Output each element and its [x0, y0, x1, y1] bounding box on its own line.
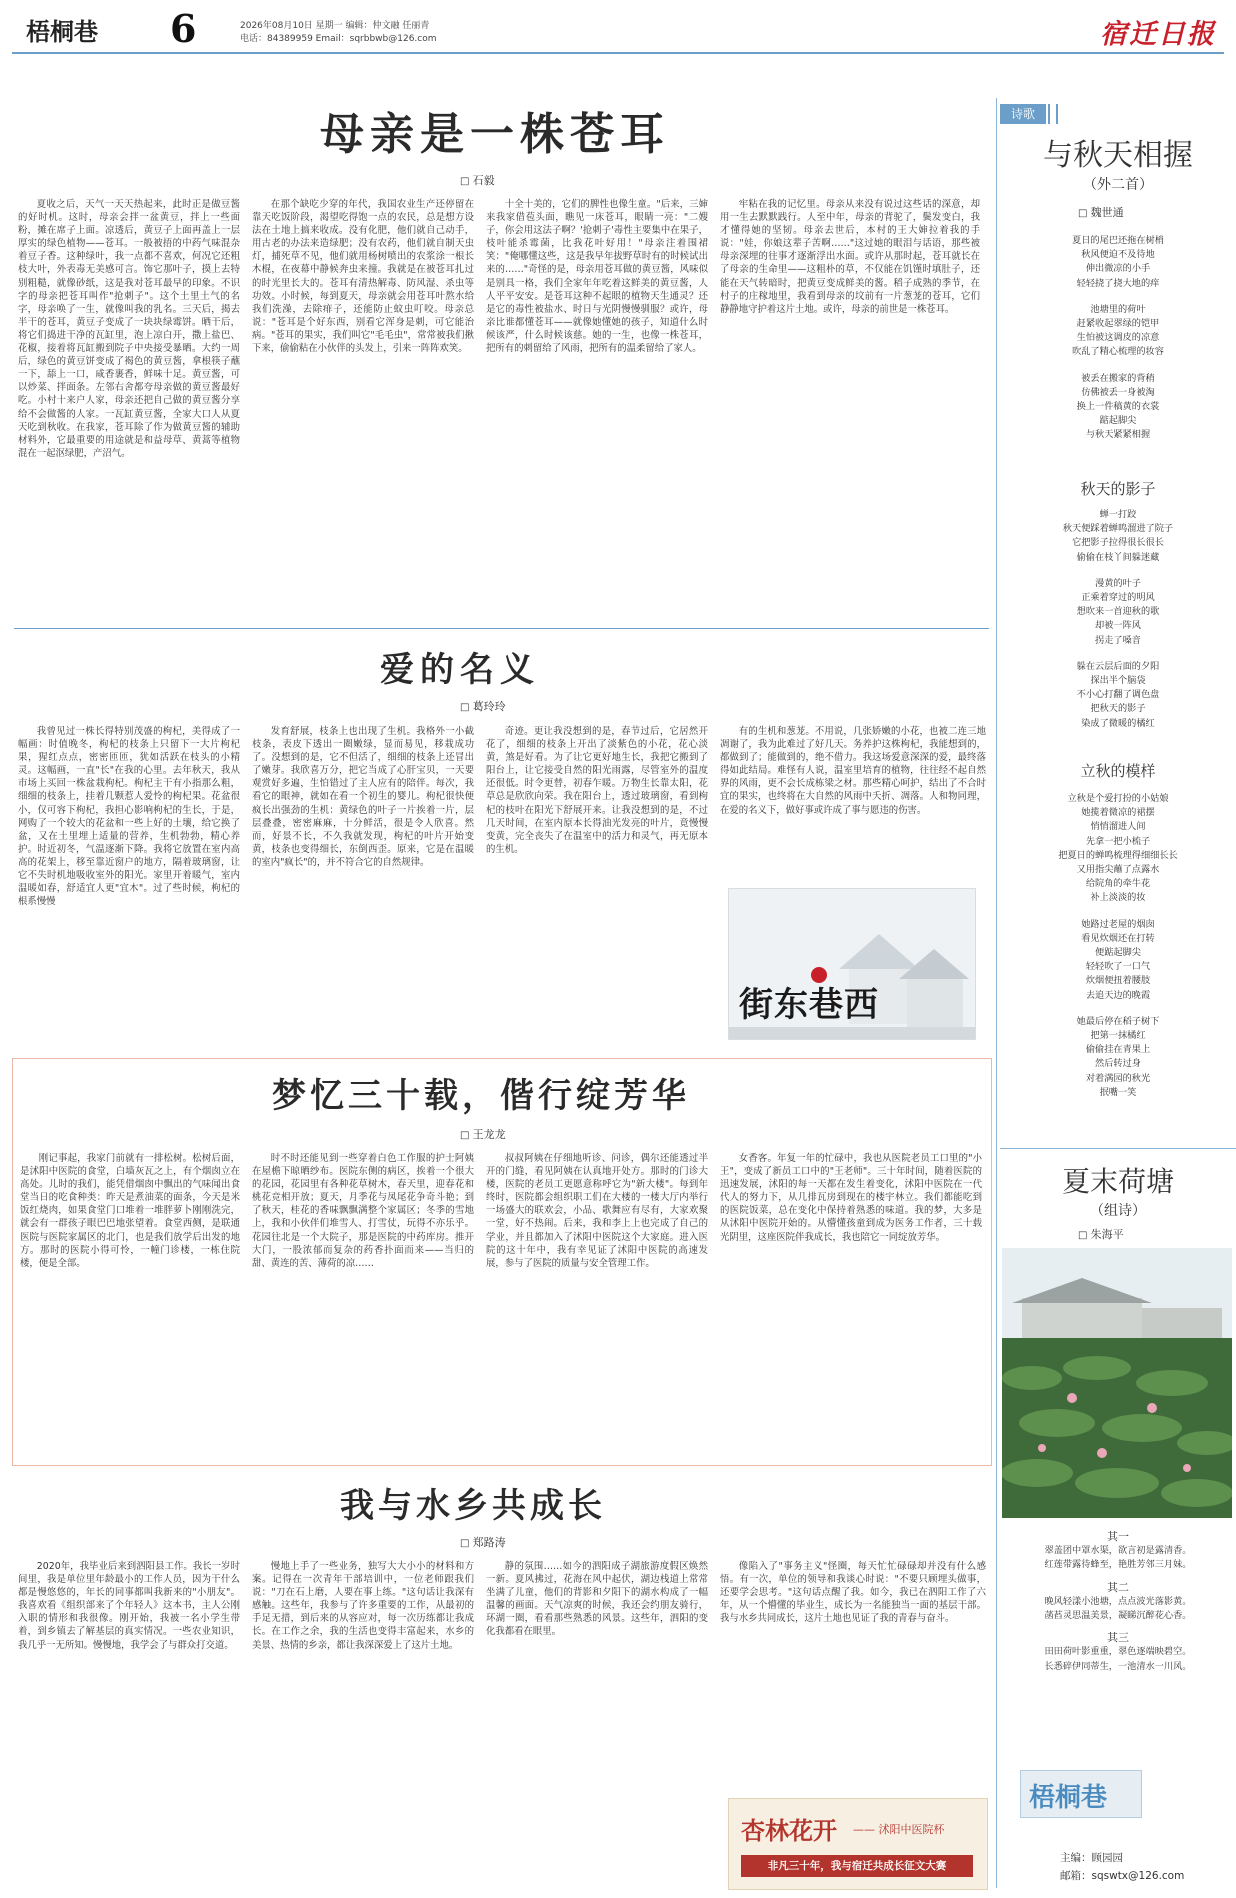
lotus-pond-illustration	[1002, 1248, 1232, 1518]
article3-col-1: 刚记事起，我家门前就有一排松树。松树后面，是沭阳中医院的食堂，白墙灰瓦之上，有个烟囱立在高处。儿时的我们，能凭借烟囱中飘出的气味闻出食堂当日的吃食种类：昨天是煮油菜的面条，今天是米饭红烧肉，如果食堂门口堆着一堆胖萝卜刚刚洗完，就会有一群孩子眼巴巴地张望着。食堂西侧，是联通医院与医院家属区的北门，也是我们放学后出发的地方。那时的医院小得可怜，一幢门诊楼，一栋住院楼，便是全部。	[20, 1153, 240, 1269]
header-rule	[12, 52, 1224, 54]
article2-col-4: 有的生机和葱茏。不用说，几张娇嫩的小花，也被二连三地凋谢了，我为此难过了好几天。务养护这株枸杞，我能想到的，都做到了；能做到的，绝不借力。我这场爱意深深的爱，最终落得如此结局。难怪有人说，温室里培育的植物，往往经不起自然界的风雨，更不会长成栋梁之材。那些精心呵护，结出了不合时宜的果实，也终将在大自然的风雨中夭折、凋落。人和物同理，在爱的名义下，做好事或许成了事与愿违的伤害。	[720, 726, 986, 816]
poem-group-title: 与秋天相握	[1043, 138, 1193, 173]
poem3-stanza-3: 她最后停在稻子树下 把第一抹橘红 偷偷挂在青果上 然后转过身 对着满园的秋光 抿嘴一笑	[1076, 1015, 1160, 1098]
email-line: 邮箱：sqswtx@126.com	[1060, 1870, 1185, 1882]
article4-col-3: 静的氛围……如今的泗阳成子湖旅游度假区焕然一新。夏风拂过，花海在风中起伏，湖边栈道上常常坐满了儿童，他们的背影和夕阳下的湖水构成了一幅温馨的画面。天气凉爽的时候，我还会约朋友骑行，环湖一圈，看看那些熟悉的风景。这些年，泗阳的变化我都看在眼里。	[486, 1561, 708, 1638]
poem4-part-2: 其二 晚风轻漾小池塘，点点波光落影黄。 菡萏灵思温美景，凝睇沉醉花心香。	[1044, 1580, 1192, 1622]
article3-col-3: 叔叔阿姨在仔细地听诊、问诊，偶尔还能透过半开的门缝，看见阿姨在认真地开处方。那时的门诊大楼，医院的老员工更愿意称呼它为"新大楼"。每到年终时，医院都会组织职工们在大楼的一楼大厅内举行一场盛大的联欢会，小品、歌舞应有尽有，大家欢聚一堂，好不热闹。后来，我和李上上也完成了自己的学业，并且都加入了沭阳中医院这个大家庭。进入医院的这十年中，我有幸见证了沭阳中医院的高速发展，参与了医院的质量与安全管理工作。	[486, 1153, 708, 1269]
poem3	[1000, 792, 1236, 1112]
article4-author: □ 郑路涛	[460, 1534, 506, 1550]
column-logo-box	[728, 888, 976, 1040]
essay-contest-banner	[728, 1798, 988, 1890]
sidebar-section-tag: 诗歌	[1000, 104, 1046, 124]
article4-col-2: 慢地上手了一些业务，独写大大小小的材料和方案。记得在一次青年干部培训中，一位老师跟我们说："刀在石上磨，人要在事上练。"这句话让我深有感触。这些年，我参与了许多重要的工作，从最初的手足无措，到后来的从容应对，每一次历练都让我成长。在工作之余，我的生活也变得丰富起来，水乡的美景、热情的乡亲，都让我深深爱上了这片土地。	[252, 1561, 474, 1651]
article1-author: □ 石毅	[460, 172, 495, 188]
poem4-subtitle: （组诗）	[1090, 1203, 1146, 1219]
poem2-stanza-1: 蝉一打跤 秋天便踩着蝉鸣溜进了院子 它把影子拉得很长很长 偷偷在枝丫间躲迷藏	[1062, 509, 1174, 563]
article1-title: 母亲是一株苍耳	[320, 109, 670, 160]
lotus-pond-photo	[1002, 1248, 1232, 1518]
poem3-stanza-2: 她路过老屋的烟囱 看见炊烟还在打转 便踮起脚尖 轻轻吹了一口气 炊烟便扭着腰肢 去追天边的晚霞	[1081, 918, 1155, 1001]
article1-col-1: 夏收之后，天气一天天热起来，此时正是做豆酱的好时机。这时，母亲会拌一盆黄豆，拌上一些面粉，摊在席子上面。凉透后，黄豆子上面再盖上一层厚实的绿色植物——苍耳。一般被捂的中药气味混杂着豆子香。这种绿叶，我一点都不喜欢，何况它还粗枝大叶，外表毒无美感可言。饰它那叶子，摸上去特别粗糙，就像砂纸，这是我对苍耳最早的印象。不识字的母亲把苍耳叫作"抢刺子"。这个土里土气的名字，母亲唤了一生，就像叫我的乳名。三天后，揭去半干的苍耳，黄豆子变成了一块块绿霉饼。晒干后，将它们捣进干净的瓦缸里，泡上凉白开，撒上盐巴、花椒，接着将瓦缸搬到院子中央接受暴晒。大约一周后，绿色的黄豆饼变成了褐色的黄豆酱，拿根筷子蘸一下，舔上一口，咸香裹香，鲜味十足。黄豆酱，可以炒菜、拌面条。左邻右舍都夸母亲做的黄豆酱最好吃。小村十来户人家，母亲还把自己做的黄豆酱分享给不会做酱的人家。一瓦缸黄豆酱，全家大口人从夏天吃到秋收。在我家，苍耳除了作为做黄豆酱的辅助材料外，它最重要的用途就是和益母草、黄蒿等植物混在一起沤绿肥，产沼气。	[18, 199, 240, 459]
date-line: 2026年08月10日 星期一 编辑：仲文融 任丽青	[240, 21, 430, 31]
poem2-stanza-3: 躲在云层后面的夕阳 探出半个脑袋 不小心打翻了调色盘 把秋天的影子 染成了微暖的橘红	[1076, 660, 1160, 729]
contest-headline: 杏林花开	[741, 1816, 837, 1845]
article1-col-3: 十全十美的，它们的脾性也像生童。"后来，三婶来我家借苞头面，瞧见一床苍耳，眼睛一亮："二嫂子，你会用这法子啊？'抢刺子'毒性主要集中在果子，枝叶能杀霉菌，比我花叶好用！"母亲注着围裙笑："俺哪懂这些，这是我早年拔野草时有的时候试出来的……"奇怪的是，母亲用苍耳做的黄豆酱，风味似是别具一格，我们全家年年吃着这鲜美的黄豆酱，人人平平安安。是苍耳这种不起眼的植物天生通灵？还是它的毒性被盐水、时日与光阴慢慢驯服？或许，母亲比谁都懂苍耳——就像她懂她的孩子，知道什么时候该严，什么时候该慈。她的一生，也像一株苍耳，把所有的刺留给了风雨，把所有的温柔留给了家人。	[486, 199, 708, 355]
article2-col-2: 发育舒展，枝条上也出现了生机。我格外一小截枝条，表皮下透出一圈嫩绿，显而易见，移栽成功了。没想到的是，它不但活了，细细的枝条上还冒出了嫩芽。我欣喜万分，把它当成了心肝宝贝，一天要观赏好多遍，生怕错过了主人应有的陪伴。每次，我看它的眼神，就如在看一个初生的婴儿。枸杞很快便疯长出强劲的生机：黄绿色的叶子一片挨着一片，层层叠叠，密密麻麻，十分鲜活，很是令人欣喜。然而，好景不长，不久我就发现，枸杞的叶片开始变黄，枝条也变得细长，东倒西歪。原来，它是在温暖的室内"疯长"的，并不符合它的自然规律。	[252, 726, 474, 868]
article2-author: □ 葛玲玲	[460, 698, 506, 714]
poem4-title: 夏末荷塘	[1061, 1165, 1174, 1198]
article3-col-2: 时不时还能见到一些穿着白色工作服的护士阿姨在屋檐下晾晒纱布。医院东侧的病区，挨着一个很大的花园，花园里有各种花草树木，春天里，迎春花和桃花竞相开放；夏天，月季花与凤尾花争奇斗艳；到了秋天，桂花的香味飘飘满整个家属区；冬季的雪地上，我和小伙伴们堆雪人、打雪仗，玩得不亦乐乎。花园往北是一个大院子，那是医院的中药库房。推开大门，一股浓郁而复杂的药香扑面而来——当归的甜、黄连的苦、薄荷的凉……	[252, 1153, 474, 1269]
poem1-stanza-3: 被丢在搬家的背稍 仿佛被丢一身被淘 换上一件稿黄的衣裳 踮起脚尖 与秋天紧紧相握	[1076, 372, 1160, 441]
article4-col-4: 像陷入了"事务主义"怪圈，每天忙忙碌碌却并没有什么感悟。有一次，单位的领导和我谈心时说："不要只顾埋头做事，还要学会思考。"这句话点醒了我。如今，我已在泗阳工作了六年，从一个懵懂的毕业生，成长为一名能独当一面的基层干部。我与水乡共同成长，这片土地也见证了我的青春与奋斗。	[720, 1561, 986, 1625]
poem4-part-3: 其三 田田荷叶影重重，翠色逐端映碧空。 长悉碎伊同蒂生，一池清水一川风。	[1044, 1631, 1192, 1672]
article1-divider	[14, 628, 989, 629]
column-logo-text: 街东巷西	[739, 985, 879, 1025]
sidebar-tag-bars	[1048, 104, 1058, 124]
article3-col-4: 女香客。年复一年的忙碌中，我也从医院老员工口里的"小王"，变成了新员工口中的"王老师"。三十年时间，随着医院的迅速发展，沭阳的每一天都在发生着变化，沭阳中医院在一代代人的努力下，从几排瓦房到现在的楼宇林立。我们都能吃到的医院饭菜，总在变化中保持着熟悉的味道。我的梦，大多是从沭阳中医院开始的。从懵懂孩童到成为医务工作者，三十载光阴里，这座医院伴我成长，我也陪它一同绽放芳华。	[720, 1153, 982, 1243]
poem4-part-1: 其一 翠盖团中罩水渠，欲言初是露清香。 红莲带露待蜂至，艳胜芳邻三月妹。	[1044, 1530, 1192, 1571]
section-logo	[1020, 1770, 1142, 1818]
poem3-stanza-1: 立秋是个爱打扮的小姑娘 她揽着微凉的裙摆 悄悄溜进人间 先拿一把小梳子 把夏日的蝉鸣梳理得细细长长 又用指尖蘸了点露水 给院角的牵牛花 补上淡淡的妆	[1058, 793, 1178, 904]
page-number: 6	[170, 6, 197, 51]
poem2	[1000, 508, 1236, 743]
column-logo-seal	[811, 967, 827, 983]
paper-name: 宿迁日报	[1100, 19, 1216, 50]
article4-col-1: 2020年，我毕业后来到泗阳县工作。我长一岁时间里，我是单位里年龄最小的工作人员，因为干什么都是慢悠悠的，年长的同事都叫我新来的"小朋友"。我喜欢看《组织部来了个年轻人》这本书，主人公刚入职的情形和我很像。刚开始，我被一名小学生带着，到乡镇去了解基层的真实情况。一些农业知识，我几乎一无所知。慢慢地，我学会了与群众打交道。	[18, 1561, 240, 1651]
poem4	[1000, 1530, 1236, 1682]
poem2-title: 秋天的影子	[1080, 480, 1156, 498]
contact-line: 电话：84389959 Email：sqrbbwb@126.com	[240, 34, 437, 44]
sidebar-rule	[1000, 1148, 1236, 1149]
article3-title: 梦忆三十载，偕行绽芳华	[272, 1076, 690, 1116]
poem1-stanza-2: 池塘里的荷叶 赶紧收起翠绿的铠甲 生怕被这调皮的凉意 吹乱了精心梳理的妆容	[1072, 303, 1164, 358]
contest-banner-strip: 非凡三十年，我与宿迁共成长征文大赛	[741, 1855, 973, 1877]
host-line: 主编：顾园园	[1060, 1852, 1123, 1864]
masthead	[0, 0, 1236, 58]
article2-col-3: 奇迹。更让我没想到的是，春节过后，它居然开花了，细细的枝条上开出了淡紫色的小花，花心淡黄，煞是好看。为了让它更好地生长，我把它搬到了阳台上，让它接受自然的阳光雨露，尽管室外的温度还很低。时令更替，初春乍暖。万物生长靠太阳，花草总是欣欣向荣。我在阳台上，透过玻璃窗，看到枸杞的枝叶在阳光下舒展开来。让我没想到的是，不过几天时间，在室内原本长得油光发亮的叶片，竟慢慢变黄，完全丧失了在温室中的活力和灵气，再无原本的生机。	[486, 726, 708, 855]
article2-title: 爱的名义	[380, 650, 540, 690]
poem3-title: 立秋的模样	[1080, 762, 1156, 780]
article1-col-4: 牢粘在我的记忆里。母亲从来没有说过这些话的深意，却用一生去默默践行。人至中年，母亲的背驼了，鬓发变白，我才懂得她的坚韧。母亲去世后，本村的王大婶拉着我的手说："娃，你娘这辈子苦啊……"这过她的眼泪与话语，那些被母亲深埋的往事才逐渐浮出水面。或许从那时起，苍耳就长在了母亲的生命里——这粗朴的草，不仅能在饥馑时填肚子，还能在天气转暗时，把黄豆变成鲜美的酱。稻子成熟的季节，在村子的庄稼地里，我看到母亲的坟前有一片葱茏的苍耳，它们静静地守护着这片土地。或许，母亲的前世是一株苍耳。	[720, 199, 980, 315]
poem1	[1000, 234, 1236, 455]
article3-author: □ 王龙龙	[460, 1126, 506, 1142]
poem2-stanza-2: 漫黄的叶子 正乘着穿过的明风 想吹来一首迎秋的歌 却被一阵风 拐走了嗓音	[1076, 577, 1160, 646]
poem4-author: □ 朱海平	[1078, 1226, 1124, 1242]
section-name: 梧桐巷	[26, 17, 98, 46]
section-logo-text: 梧桐巷	[1029, 1783, 1108, 1813]
poem-group-subtitle: （外二首）	[1083, 177, 1153, 193]
poem1-stanza-1: 夏日的尾巴还拖在树梢 秋风便迫不及待地 伸出微凉的小手 轻轻挠了挠大地的痒	[1072, 235, 1164, 289]
article2-col-1: 我曾见过一株长得特别茂盛的枸杞，美得成了一幅画：时值晚冬，枸杞的枝条上只留下一大片枸杞果，猩红点点，密密匝匝，犹如活跃在枝头的小精灵。这幅画，一直"长"在我的心里。去年秋天，我从市场上买回一株盆栽枸杞。枸杞主干有小指那么粗，细细的枝条上，挂着几颗惹人爱怜的枸杞果。花盆很小，仅可容下枸杞，我担心影响枸杞的生长，于是，网购了一个较大的花盆和一些上好的土壤，给它换了盆，又在土里埋上适量的营养，生机勃勃，精心养护。时近初冬，气温逐渐下降。我将它放置在室内高高的花架上，移至靠近窗户的地方，隔着玻璃窗，让它不失时机地吸收室外的阳光。家里开着暖气，室内温暖如春，舒适宜人更"宜木"。过了些时候，枸杞的根系慢慢	[18, 726, 240, 908]
contest-subline: —— 沭阳中医院杯	[853, 1823, 945, 1836]
article4-title: 我与水乡共成长	[340, 1486, 606, 1526]
sidebar-divider	[996, 98, 997, 1888]
poem-author: □ 魏世通	[1078, 204, 1124, 220]
article1-col-2: 在那个缺吃少穿的年代，我国农业生产还停留在靠天吃饭阶段，渴望吃得饱一点的农民，总是想方设法在土地上搞来收成。没有化肥，他们就自己动手，用古老的办法来造绿肥；没有农药，他们就自制天虫灯，捕死草不见，他们就用杨树喷出的农浆涂一根长木棍，在夜幕中静候奔虫来撞。我就是在被苍耳扎过的时光里长大的。苍耳有清热解毒、防风湿、杀虫等功效。小时候，每到夏天，母亲就会用苍耳叶熬水给我们洗澡，去除痱子，还能防止蚊虫叮咬。母亲总说："苍耳是个好东西，别看它浑身是刺，可它能治病。"苍耳的果实，我们叫它"毛毛虫"，常常被我们揪下来，偷偷粘在小伙伴的头发上，引来一阵阵欢笑。	[252, 199, 474, 355]
